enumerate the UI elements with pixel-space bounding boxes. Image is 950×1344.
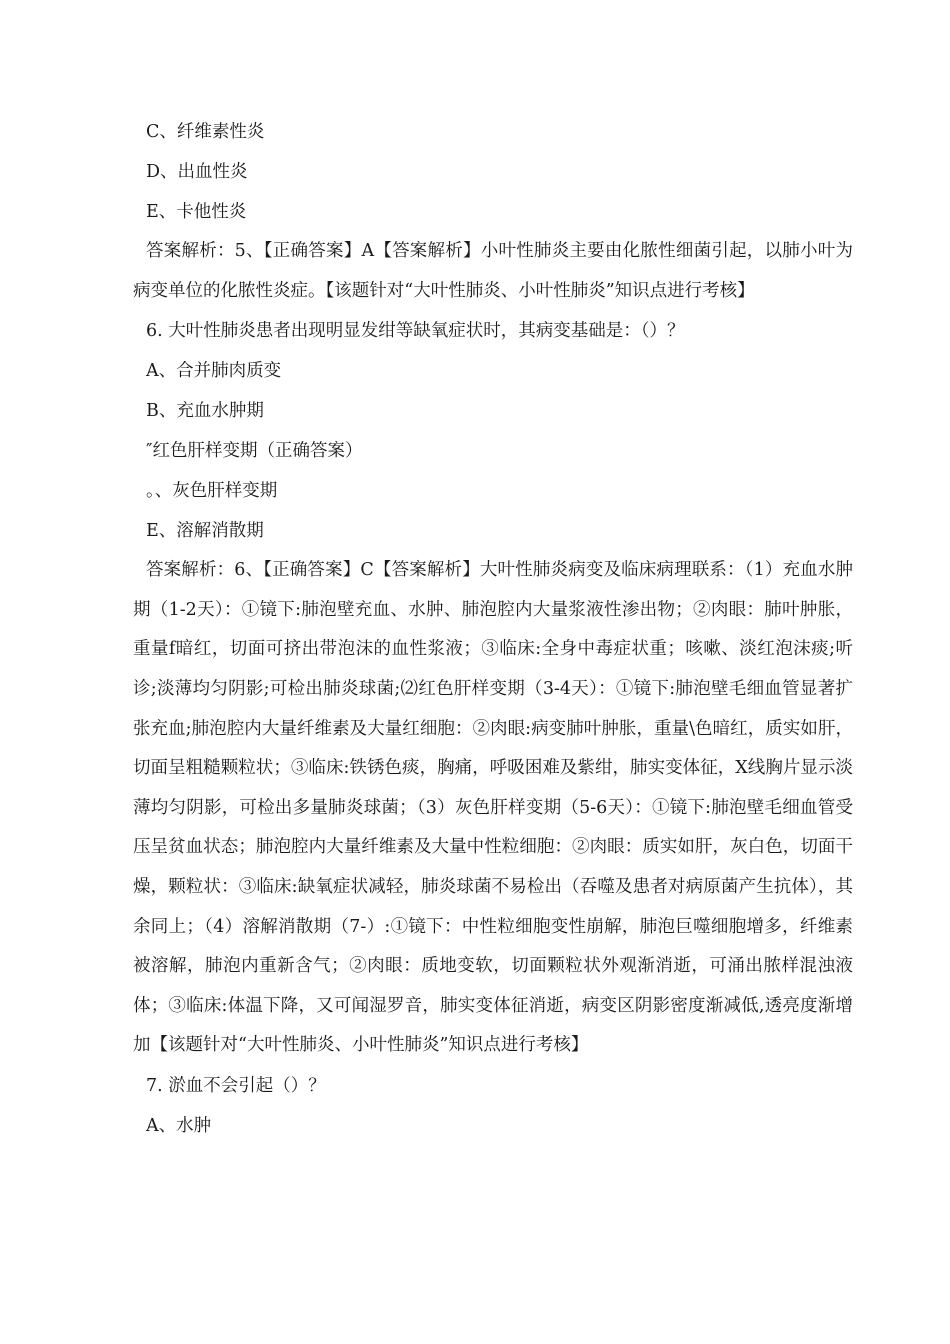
q6-option-e: E、溶解消散期 bbox=[146, 521, 264, 542]
q5-option-c: C、纤维素性炎 bbox=[146, 122, 265, 142]
q6-option-b: B、充血水肿期 bbox=[146, 401, 264, 422]
q7-option-a: A、水肿 bbox=[146, 1115, 212, 1136]
q5-option-d: D、出血性炎 bbox=[146, 162, 248, 182]
q6-option-d: 。、灰色肝样变期 bbox=[146, 481, 278, 502]
q5-option-e: E、卡他性炎 bbox=[146, 202, 247, 222]
q6-option-c: ″红色肝样变期（正确答案） bbox=[146, 441, 363, 462]
q6-question: 6. 大叶性肺炎患者出现明显发绀等缺氧症状时，其病变基础是：（）？ bbox=[146, 321, 685, 342]
q6-explanation: 答案解析：6、【正确答案】C【答案解析】大叶性肺炎病变及临床病理联系：（1）充血水肿期（1-2天）：①镜下:肺泡壁充血、水肿、肺泡腔内大量浆液性渗出物；②肉眼：肺叶肿胀，重量f暗红，切面可挤出带泡沫的血性浆液；③临床:全身中毒症状重；咳嗽、淡红泡沫痰;听诊;淡薄均匀阴影;可检出肺炎球菌;⑵红色肝样变期（3-4天）：①镜下:肺泡壁毛细血管显著扩张充血;肺泡腔内大量纤维素及大量红细胞：②肉眼:病变肺叶肿胀，重量\色暗红，质实如肝，切面呈粗糙颗粒状；③临床:铁锈色痰，胸痛，呼吸困难及紫绀，肺实变体征，X线胸片显示淡薄均匀阴影，可检出多量肺炎球菌；（3）灰色肝样变期（5-6天）：①镜下:肺泡壁毛细血管受压呈贫血状态；肺泡腔内大量纤维素及大量中性粒细胞：②肉眼：质实如肝，灰白色，切面干燥，颗粒状：③临床:缺氧症状减轻，肺炎球菌不易检出（吞噬及患者对病原菌产生抗体），其余同上；（4）溶解消散期（7-）:①镜下：中性粒细胞变性崩解，肺泡巨噬细胞增多，纤维素被溶解，肺泡内重新含气；②肉眼：质地变软，切面颗粒状外观渐消逝，可涌出脓样混浊液体；③临床:体温下降，又可闻湿罗音，肺实变体征消逝，病变区阴影密度渐减低,透亮度渐增加【该题针对“大叶性肺炎、小叶性肺炎”知识点进行考核】 bbox=[133, 560, 853, 1056]
q6-option-a: A、合并肺肉质变 bbox=[146, 361, 282, 382]
q7-question: 7. 淤血不会引起（）？ bbox=[146, 1075, 326, 1096]
document-content bbox=[133, 112, 853, 1146]
q5-explanation: 答案解析：5、【正确答案】A【答案解析】小叶性肺炎主要由化脓性细菌引起，以肺小叶为病变单位的化脓性炎症。【该题针对“大叶性肺炎、小叶性肺炎”知识点进行考核】 bbox=[133, 241, 853, 301]
